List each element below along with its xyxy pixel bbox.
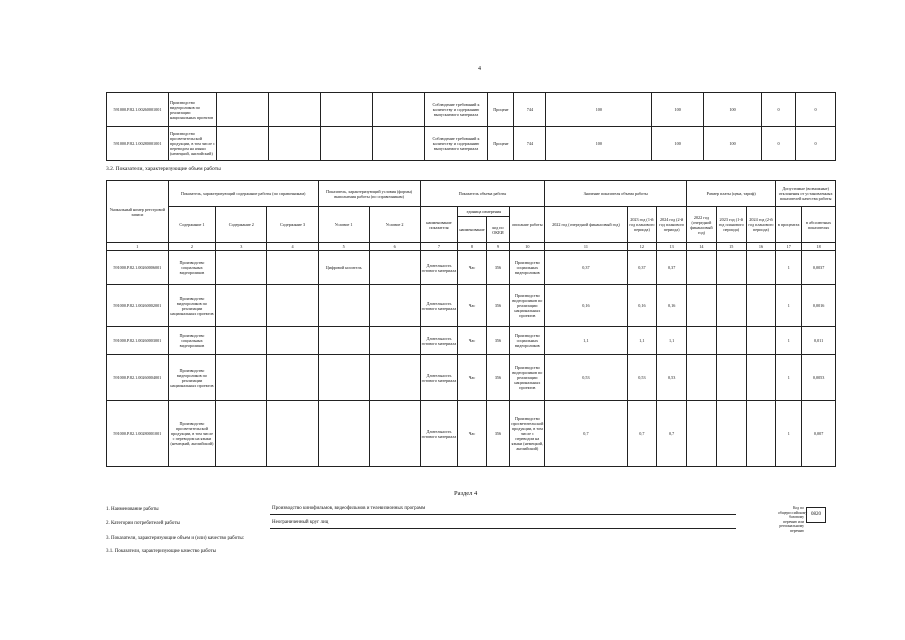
value-2022: 1,1 — [545, 327, 627, 355]
empty-cell — [369, 355, 420, 401]
field-1-underline — [270, 514, 736, 515]
quality-indicator: Соблюдение требований к количеству и содержанию выпускаемого материала — [424, 127, 488, 161]
column-number: 7 — [420, 243, 458, 251]
registry-code: 591000.Р.82.1.00280001001 — [107, 401, 169, 467]
empty-cell — [267, 401, 318, 467]
unit-name: Процент — [488, 93, 514, 127]
empty-cell — [369, 285, 420, 327]
column-number: 8 — [458, 243, 486, 251]
empty-cell — [216, 93, 268, 127]
table-row — [107, 327, 836, 355]
value-2024: 1,1 — [657, 327, 687, 355]
value-2024: 0,37 — [657, 251, 687, 285]
page-number: 4 — [478, 66, 481, 72]
volume-indicator: Длительность готового материала — [420, 285, 458, 327]
work-content: Производство видеороликов по реализации национальных проектов — [168, 355, 216, 401]
volume-indicator: Длительность готового материала — [420, 401, 458, 467]
work-condition — [318, 355, 369, 401]
empty-cell — [216, 285, 267, 327]
okei-code: 356 — [486, 355, 510, 401]
deviation-absolute: 0,0016 — [802, 285, 836, 327]
deviation-percent: 1 — [776, 251, 802, 285]
value-2022: 100 — [546, 127, 652, 161]
column-number: 12 — [627, 243, 657, 251]
table-row — [107, 127, 836, 161]
empty-cell — [267, 327, 318, 355]
table-row — [107, 285, 836, 327]
header-c3: Содержание 3 — [267, 207, 318, 243]
work-condition: Цифровой носитель — [318, 251, 369, 285]
column-number: 14 — [687, 243, 717, 251]
deviation-percent: 0 — [762, 93, 796, 127]
column-number: 16 — [746, 243, 776, 251]
value-2023: 1,1 — [627, 327, 657, 355]
empty-cell — [267, 285, 318, 327]
empty-cell — [216, 327, 267, 355]
deviation-percent: 0 — [762, 127, 796, 161]
unit-name: Час — [458, 327, 486, 355]
header-c1: Содержание 1 — [168, 207, 216, 243]
field-2-underline — [270, 528, 736, 529]
empty-cell — [687, 355, 717, 401]
unit-name: Час — [458, 251, 486, 285]
value-2023: 100 — [652, 93, 704, 127]
work-condition — [318, 401, 369, 467]
header-volume: Показатель объема работы — [420, 181, 545, 207]
header-okei: код по ОКЕИ — [486, 217, 510, 243]
empty-cell — [716, 251, 746, 285]
okei-code: 356 — [486, 251, 510, 285]
unit-name: Час — [458, 355, 486, 401]
header-conditions: Показатель, характеризующий условия (формы) выполнения работы (по справочникам) — [318, 181, 420, 207]
deviation-absolute: 0 — [795, 127, 835, 161]
work-content: Производство видеороликов по реализации национальных проектов — [168, 285, 216, 327]
registry-code: 591000.Р.82.1.00260001001 — [107, 93, 169, 127]
value-2023: 0,7 — [627, 401, 657, 467]
unit-name: Час — [458, 285, 486, 327]
value-2023: 100 — [652, 127, 704, 161]
value-2022: 100 — [546, 93, 652, 127]
empty-cell — [716, 401, 746, 467]
value-2024: 100 — [704, 93, 762, 127]
unit-name: Час — [458, 401, 486, 467]
value-2023: 0,37 — [627, 251, 657, 285]
empty-cell — [267, 251, 318, 285]
value-2024: 0,53 — [657, 355, 687, 401]
empty-cell — [746, 401, 776, 467]
empty-cell — [267, 355, 318, 401]
value-2022: 0,37 — [545, 251, 627, 285]
header-fee: Размер платы (цена, тариф) — [687, 181, 776, 207]
header-unit-name: наименование — [458, 217, 486, 243]
empty-cell — [716, 327, 746, 355]
field-3-1-label: 3.1. Показатели, характеризующие качество работы — [106, 549, 216, 554]
empty-cell — [716, 285, 746, 327]
quality-continuation-table — [106, 92, 836, 161]
field-2-label: 2. Категории потребителей работы — [106, 521, 180, 526]
empty-cell — [369, 401, 420, 467]
registry-code: 591000.Р.82.1.00260006001 — [107, 251, 169, 285]
empty-cell — [216, 127, 268, 161]
empty-cell — [216, 355, 267, 401]
work-condition — [318, 285, 369, 327]
column-number: 18 — [802, 243, 836, 251]
header-c2: Содержание 2 — [216, 207, 267, 243]
header-deviation: Допустимые (возможные) отклонения от установленных показателей качества работы — [776, 181, 836, 207]
header-percent: в процентах — [776, 207, 802, 243]
column-number: 13 — [657, 243, 687, 251]
volume-indicators-table — [106, 180, 836, 467]
field-1-value: Производство кинофильмов, видеофильмов и телевизионных программ — [272, 506, 426, 511]
okei-code: 744 — [514, 93, 546, 127]
work-content: Производство просветительской продукции, в том числе с переводом на языки (немецкий, английский) — [168, 127, 216, 161]
header-u2: Условие 2 — [369, 207, 420, 243]
header-value-2023: 2023 год (1-й год планового периода) — [627, 207, 657, 243]
value-2024: 0,16 — [657, 285, 687, 327]
volume-indicator: Длительность готового материала — [420, 327, 458, 355]
registry-code: 591000.Р.82.1.00260004001 — [107, 355, 169, 401]
deviation-percent: 1 — [776, 355, 802, 401]
empty-cell — [372, 127, 424, 161]
empty-cell — [687, 285, 717, 327]
empty-cell — [372, 93, 424, 127]
header-indicator-name: наименование показателя — [420, 207, 458, 243]
empty-cell — [746, 251, 776, 285]
value-2023: 0,16 — [627, 285, 657, 327]
value-2024: 0,7 — [657, 401, 687, 467]
empty-cell — [369, 327, 420, 355]
code-box: 0820 — [806, 507, 826, 523]
table-row — [107, 355, 836, 401]
column-number: 9 — [486, 243, 510, 251]
work-description: Производство социальных видеороликов — [510, 251, 545, 285]
empty-cell — [746, 285, 776, 327]
work-description: Производство видеороликов по реализации национальных проектов — [510, 355, 545, 401]
empty-cell — [687, 251, 717, 285]
header-value-2024: 2024 год (2-й год планового периода) — [657, 207, 687, 243]
header-content: Показатель, характеризующий содержание работы (по справочникам) — [168, 181, 318, 207]
work-description: Производство видеороликов по реализации национальных проектов — [510, 285, 545, 327]
registry-code: 591000.Р.82.1.00260002001 — [107, 285, 169, 327]
deviation-absolute: 0,0053 — [802, 355, 836, 401]
okei-code: 356 — [486, 401, 510, 467]
empty-cell — [268, 127, 320, 161]
column-number: 17 — [776, 243, 802, 251]
work-content: Производство просветительской продукции, в том числе с переводом на языки (немецкий, английский) — [168, 401, 216, 467]
header-fee-2024: 2024 год (2-й год планового периода) — [746, 207, 776, 243]
header-values: Значение показателя объема работы — [545, 181, 687, 207]
okei-code: 744 — [514, 127, 546, 161]
column-number: 10 — [510, 243, 545, 251]
work-condition — [318, 327, 369, 355]
work-description: Производство социальных видеороликов — [510, 327, 545, 355]
work-content: Производство социальных видеороликов — [168, 327, 216, 355]
empty-cell — [216, 401, 267, 467]
deviation-percent: 1 — [776, 285, 802, 327]
deviation-absolute: 0 — [795, 93, 835, 127]
volume-indicator: Длительность готового материала — [420, 251, 458, 285]
table-row — [107, 251, 836, 285]
value-2024: 100 — [704, 127, 762, 161]
okei-code: 356 — [486, 327, 510, 355]
empty-cell — [687, 327, 717, 355]
column-number: 3 — [216, 243, 267, 251]
column-number: 5 — [318, 243, 369, 251]
empty-cell — [320, 93, 372, 127]
header-unit: единица измерения — [458, 207, 510, 217]
header-value-2022: 2022 год (очередной финансовый год) — [545, 207, 627, 243]
code-label: Код по общероссийскому базовому перечню или региональному перечню — [778, 506, 808, 533]
work-content: Производство видеороликов по реализации национальных проектов — [168, 93, 216, 127]
deviation-absolute: 0,007 — [802, 401, 836, 467]
deviation-absolute: 0,011 — [802, 327, 836, 355]
header-fee-2022: 2022 год (очередной финансовый год) — [687, 207, 717, 243]
quality-indicator: Соблюдение требований к количеству и содержанию выпускаемого материала — [424, 93, 488, 127]
column-number: 11 — [545, 243, 627, 251]
column-number: 1 — [107, 243, 169, 251]
work-description: Производство просветительской продукции, в том числе с переводом на языки (немецкий, английский) — [510, 401, 545, 467]
value-2022: 0,7 — [545, 401, 627, 467]
column-number: 15 — [716, 243, 746, 251]
deviation-percent: 1 — [776, 401, 802, 467]
empty-cell — [746, 327, 776, 355]
section-3-2-heading: 3.2. Показатели, характеризующие объем работы — [106, 166, 221, 172]
registry-code: 591000.Р.82.1.00280001001 — [107, 127, 169, 161]
column-number: 2 — [168, 243, 216, 251]
empty-cell — [216, 251, 267, 285]
empty-cell — [369, 251, 420, 285]
empty-cell — [716, 355, 746, 401]
field-2-value: Неограниченный круг лиц — [272, 520, 329, 525]
unit-name: Процент — [488, 127, 514, 161]
header-fee-2023: 2023 год (1-й год планового периода) — [716, 207, 746, 243]
registry-code: 591000.Р.82.1.00260003001 — [107, 327, 169, 355]
table-row — [107, 93, 836, 127]
section-title: Раздел 4 — [454, 490, 478, 497]
okei-code: 356 — [486, 285, 510, 327]
header-description: описание работы — [510, 207, 545, 243]
empty-cell — [746, 355, 776, 401]
value-2023: 0,53 — [627, 355, 657, 401]
column-number: 4 — [267, 243, 318, 251]
table-row — [107, 401, 836, 467]
header-u1: Условие 1 — [318, 207, 369, 243]
work-content: Производство социальных видеороликов — [168, 251, 216, 285]
empty-cell — [687, 401, 717, 467]
header-absolute: в абсолютных показателях — [802, 207, 836, 243]
empty-cell — [320, 127, 372, 161]
field-3-label: 3. Показатели, характеризующие объем и (или) качество работы: — [106, 536, 245, 541]
field-1-label: 1. Наименование работы — [106, 507, 159, 512]
header-code: Уникальный номер реестровой записи — [107, 181, 169, 243]
value-2022: 0,53 — [545, 355, 627, 401]
volume-indicator: Длительность готового материала — [420, 355, 458, 401]
column-number: 6 — [369, 243, 420, 251]
deviation-absolute: 0,0037 — [802, 251, 836, 285]
empty-cell — [268, 93, 320, 127]
value-2022: 0,16 — [545, 285, 627, 327]
deviation-percent: 1 — [776, 327, 802, 355]
